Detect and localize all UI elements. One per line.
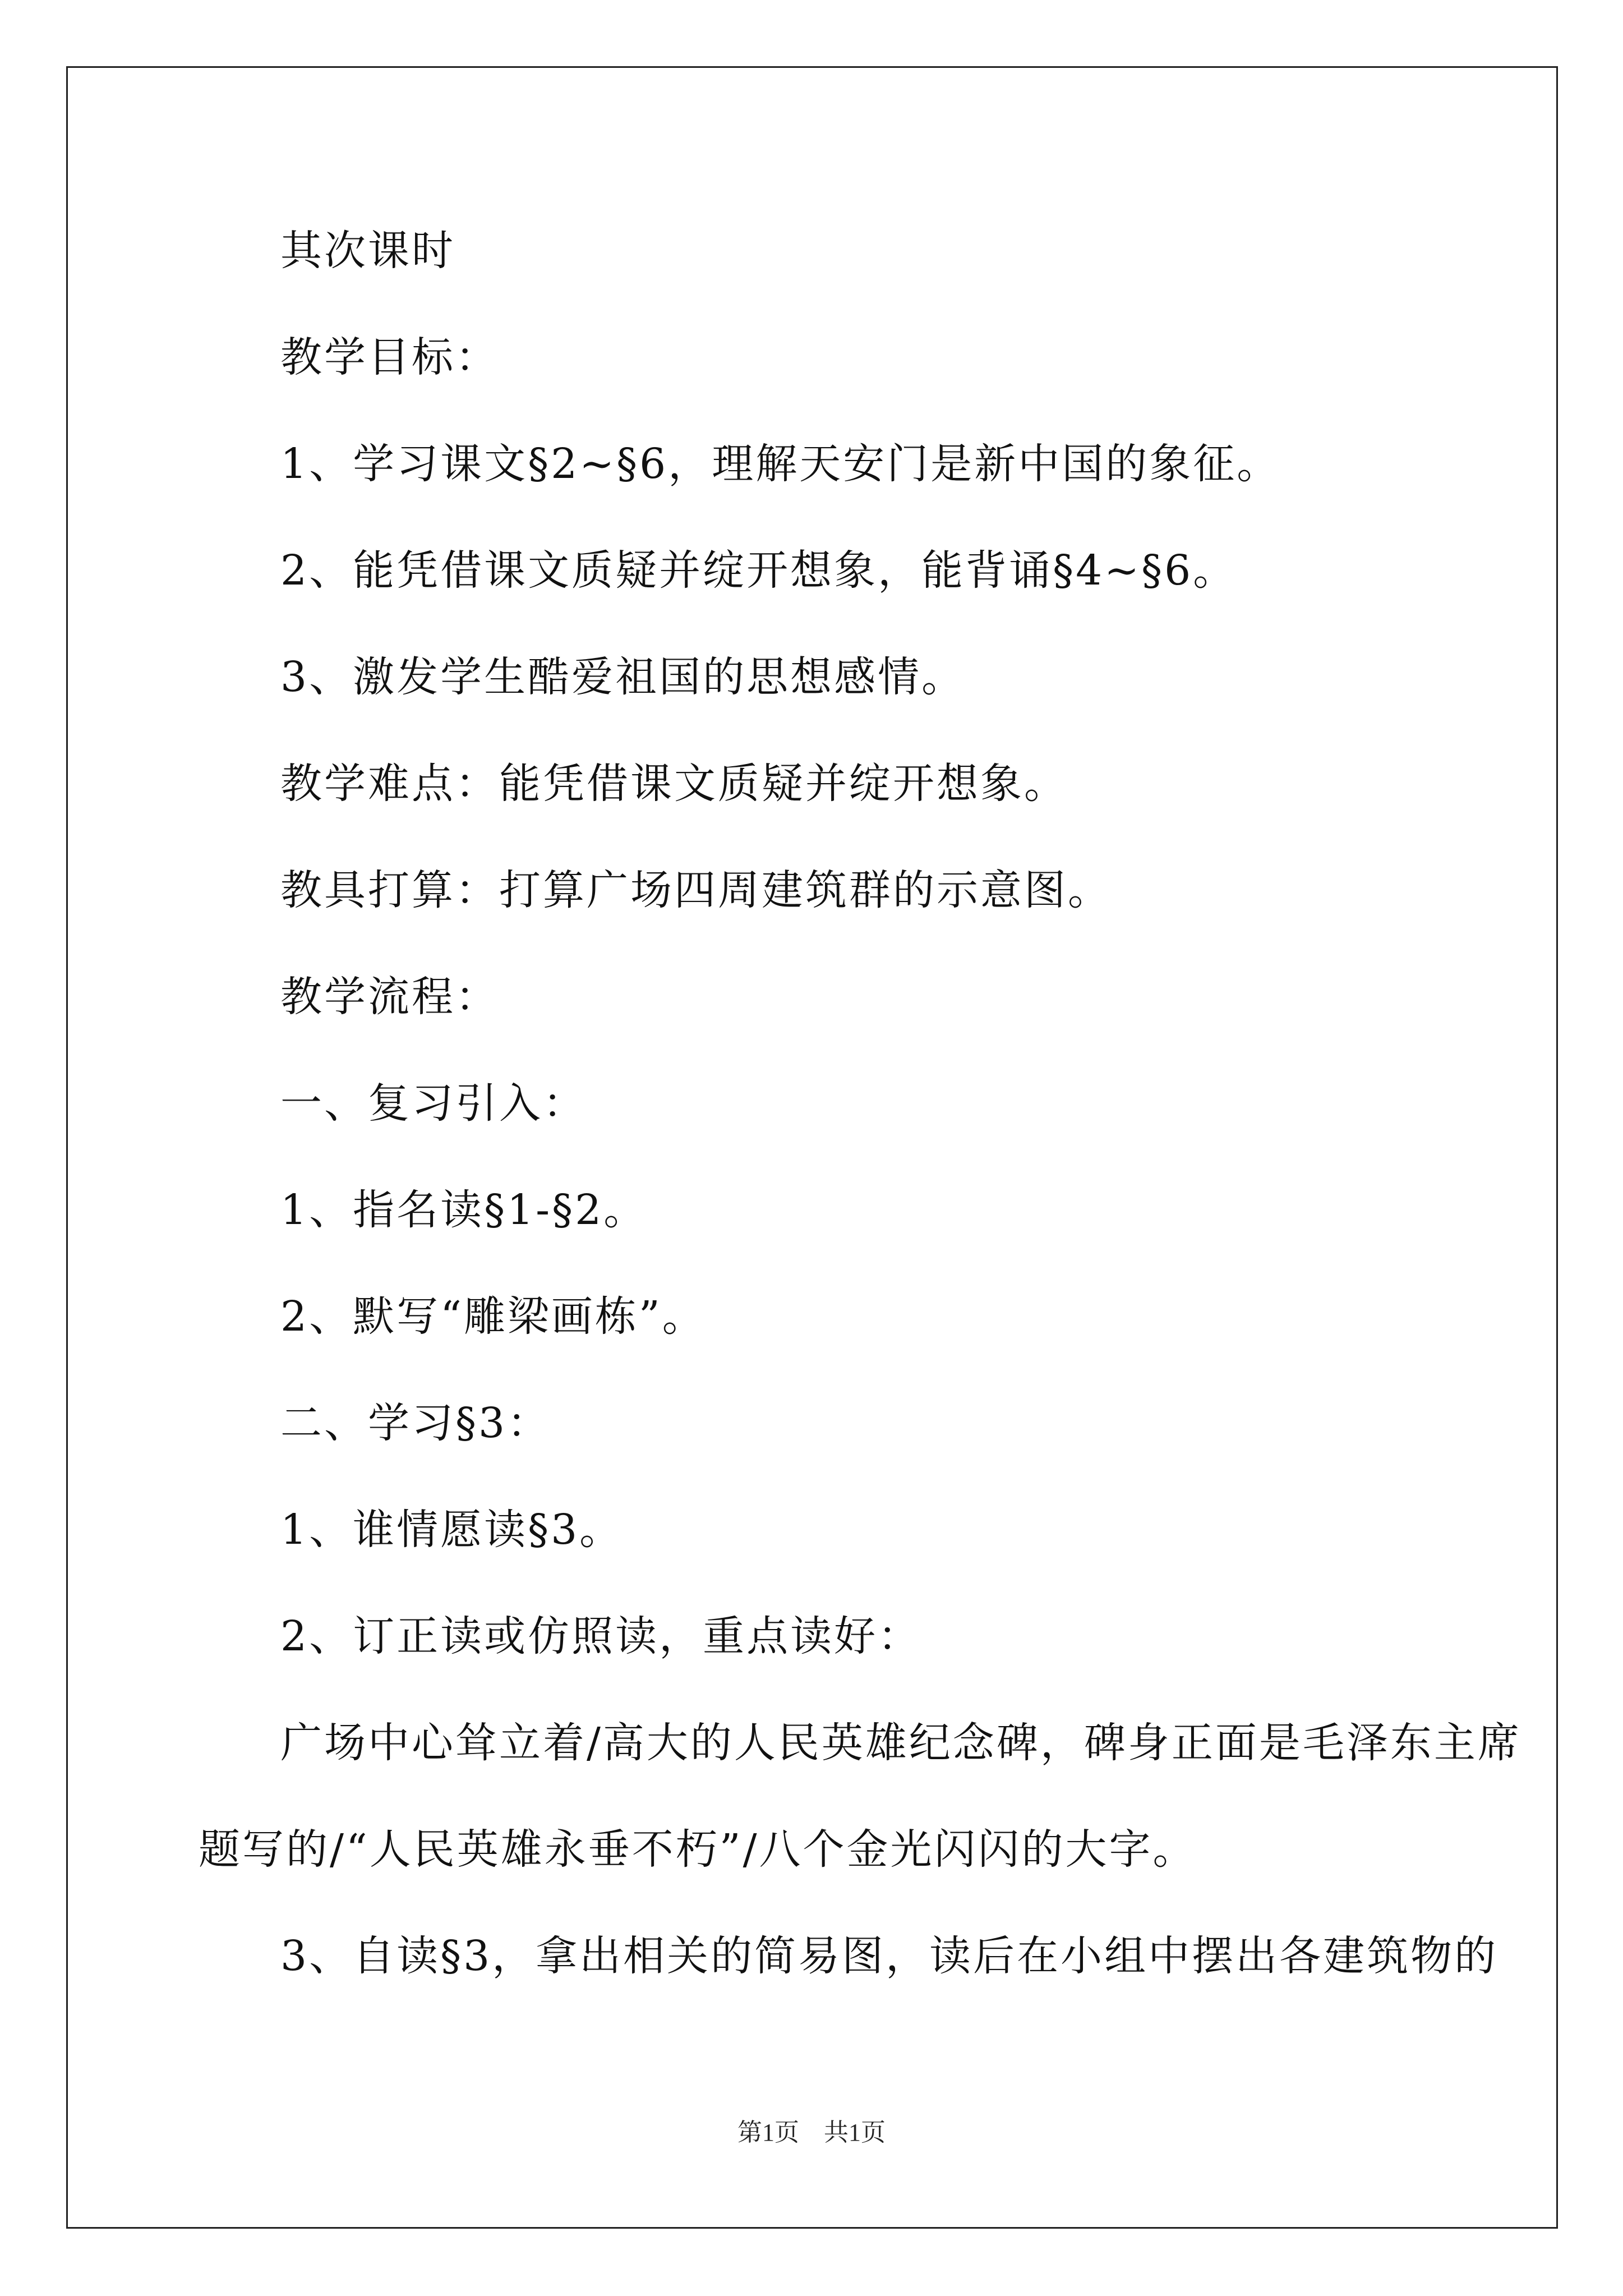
paragraph: 教学难点：能凭借课文质疑并绽开想象。 [280,760,1068,808]
paragraph: 3、激发学生酷爱祖国的思想感情。 [280,653,966,701]
section-title: 其次课时 [280,227,455,275]
paragraph: 广场中心耸立着/高大的人民英雄纪念碑，碑身正面是毛泽东主席 [280,1719,1521,1767]
paragraph: 一、复习引入： [280,1079,587,1128]
page-footer: 第1页 共1页 [737,2119,886,2146]
paragraph: 教学流程： [280,973,499,1021]
paragraph: 2、能凭借课文质疑并绽开想象，能背诵§4~§6。 [280,546,1237,595]
page-border [66,66,1558,2229]
paragraph-continuation: 题写的/“人民英雄永垂不朽”/八个金光闪闪的大字。 [199,1825,1197,1874]
paragraph: 教具打算：打算广场四周建筑群的示意图。 [280,866,1112,914]
paragraph: 3、自读§3，拿出相关的简易图，读后在小组中摆出各建筑物的 [280,1932,1498,1980]
paragraph: 1、学习课文§2~§6，理解天安门是新中国的象征。 [280,440,1281,488]
paragraph: 1、谁情愿读§3。 [280,1506,624,1554]
paragraph: 教学目标： [280,333,499,381]
paragraph: 1、指名读§1-§2。 [280,1186,648,1234]
paragraph: 2、订正读或仿照读，重点读好： [280,1612,922,1660]
paragraph: 2、默写“雕梁画栋”。 [280,1292,706,1341]
paragraph: 二、学习§3： [280,1399,551,1447]
